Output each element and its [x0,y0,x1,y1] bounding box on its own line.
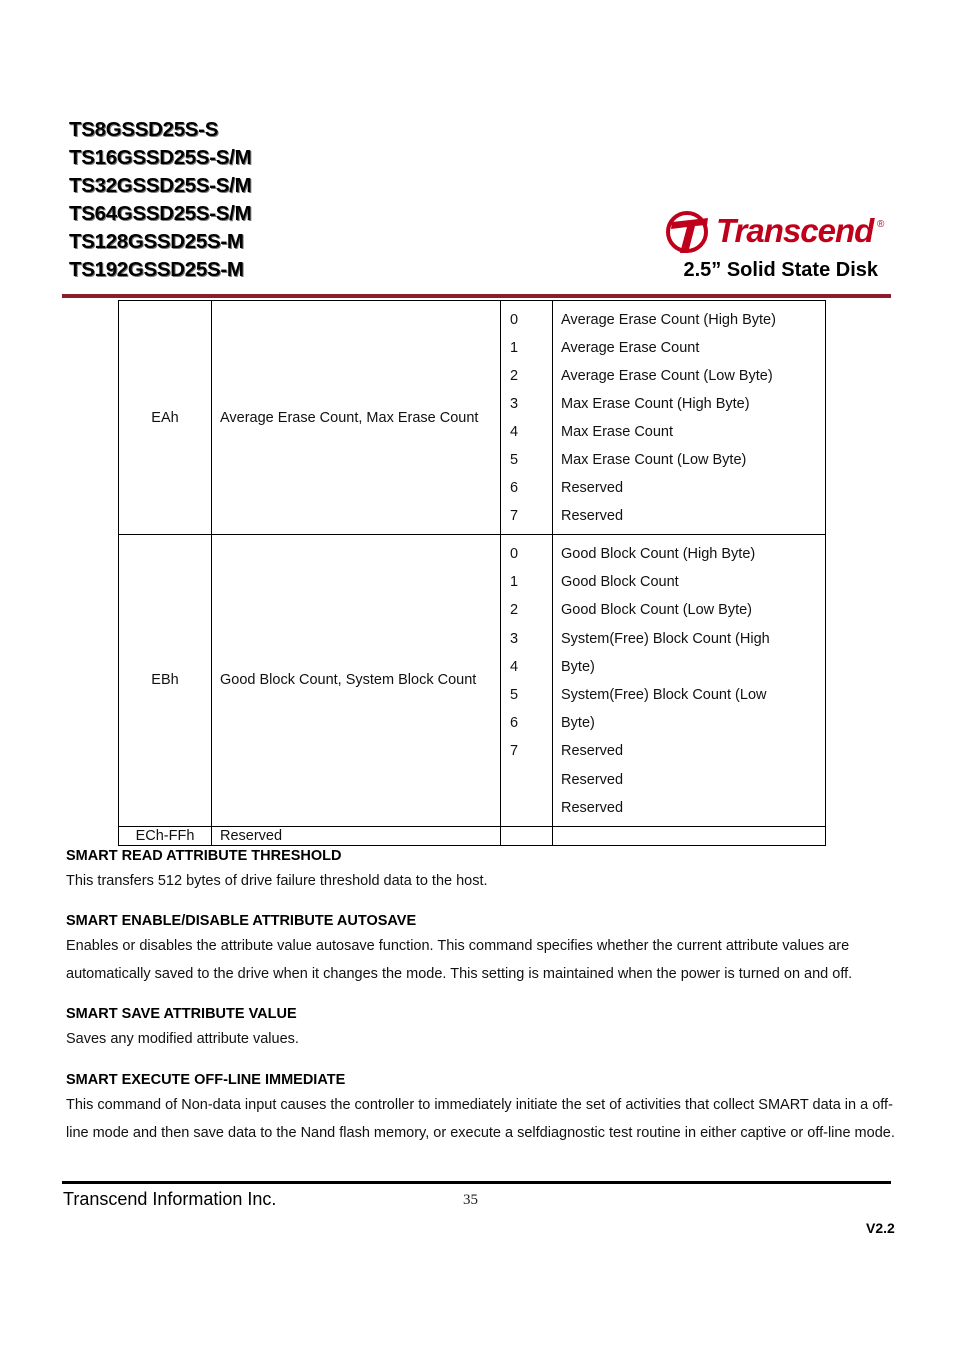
byte-description: Max Erase Count [561,424,674,440]
attribute-code: EBh [119,535,212,827]
byte-description: Average Erase Count [561,340,700,356]
table-row [119,826,826,845]
byte-index: 4 [510,658,519,675]
section-body: Enables or disables the attribute value autosave function. This command specifies whether the current attribute values are automatically saved to the drive when it changes the mode. This setting is maintained when the power is turned on and off. [66,938,853,982]
byte-description-cell [553,826,826,845]
smart-attribute-table [118,300,826,846]
byte-description: Good Block Count (Low Byte) [561,602,753,619]
byte-index: 7 [510,508,519,524]
section-save-attribute [66,1003,901,1053]
byte-index: 5 [510,686,519,703]
section-body: This command of Non-data input causes the controller to immediately initiate the set of activities that collect SMART data in a off-line mode and then save data to the Nand flash memory, or execute a selfdiagnostic test routine in either captive or off-line mode. [66,1097,895,1141]
byte-description-cell [553,301,826,535]
byte-description: Reserved [561,771,624,788]
model-name: TS32GSSD25S-S/M [69,174,252,197]
byte-description: System(Free) Block Count (High [561,630,770,647]
section-body: Saves any modified attribute values. [66,1031,299,1047]
model-name: TS64GSSD25S-S/M [69,202,252,225]
byte-index: 7 [510,743,519,760]
section-body: This transfers 512 bytes of drive failure threshold data to the host. [66,873,488,889]
attribute-description: Good Block Count, System Block Count [212,535,501,827]
table-row [119,301,826,535]
byte-index: 6 [510,715,519,732]
byte-index-cell [501,826,553,845]
byte-index: 0 [510,546,519,562]
transcend-t-icon [664,209,712,255]
byte-index: 1 [510,574,519,591]
byte-description: Reserved [561,799,624,816]
byte-description: Byte) [561,658,595,675]
product-subtitle: 2.5” Solid State Disk [683,259,878,281]
section-autosave [66,910,901,988]
document-version: V2.2 [866,1220,895,1236]
attribute-code: EAh [119,301,212,535]
model-name: TS128GSSD25S-M [69,230,244,253]
byte-index-cell [501,301,553,535]
byte-index: 2 [510,602,519,619]
byte-index-cell [501,535,553,827]
byte-index: 5 [510,452,519,468]
byte-index: 3 [510,630,519,647]
section-heading: SMART EXECUTE OFF-LINE IMMEDIATE [66,1072,346,1088]
attribute-description: Reserved [212,826,501,845]
page-number: 35 [463,1192,478,1208]
byte-description: System(Free) Block Count (Low [561,686,767,703]
model-name: TS16GSSD25S-S/M [69,146,252,169]
footer-divider [62,1181,891,1184]
model-list [69,116,251,284]
model-name: TS8GSSD25S-S [69,118,219,141]
byte-index: 6 [510,480,519,496]
section-heading: SMART READ ATTRIBUTE THRESHOLD [66,848,342,864]
attribute-code: ECh-FFh [119,826,212,845]
byte-index: 0 [510,312,519,328]
byte-index: 3 [510,396,519,412]
section-read-threshold [66,845,901,895]
byte-index: 2 [510,368,519,384]
byte-description: Max Erase Count (High Byte) [561,396,750,412]
byte-description-cell [553,535,826,827]
byte-description: Good Block Count [561,574,679,591]
byte-description: Average Erase Count (Low Byte) [561,368,773,384]
company-name: Transcend Information Inc. [63,1189,277,1209]
section-heading: SMART SAVE ATTRIBUTE VALUE [66,1006,297,1022]
transcend-logo [664,209,894,259]
byte-index: 4 [510,424,519,440]
byte-description: Reserved [561,480,624,496]
logo-wordmark: Transcend [716,212,874,249]
attribute-description: Average Erase Count, Max Erase Count [212,301,501,535]
byte-description: Reserved [561,743,624,760]
byte-description: Max Erase Count (Low Byte) [561,452,747,468]
byte-description: Good Block Count (High Byte) [561,546,756,562]
registered-mark: ® [877,219,885,230]
section-offline-immediate [66,1069,901,1147]
byte-description: Average Erase Count (High Byte) [561,312,776,328]
byte-index: 1 [510,340,519,356]
model-name: TS192GSSD25S-M [69,258,244,281]
table-row [119,535,826,827]
byte-description: Reserved [561,508,624,524]
header-divider [62,294,891,298]
byte-description: Byte) [561,715,595,732]
section-heading: SMART ENABLE/DISABLE ATTRIBUTE AUTOSAVE [66,913,417,929]
